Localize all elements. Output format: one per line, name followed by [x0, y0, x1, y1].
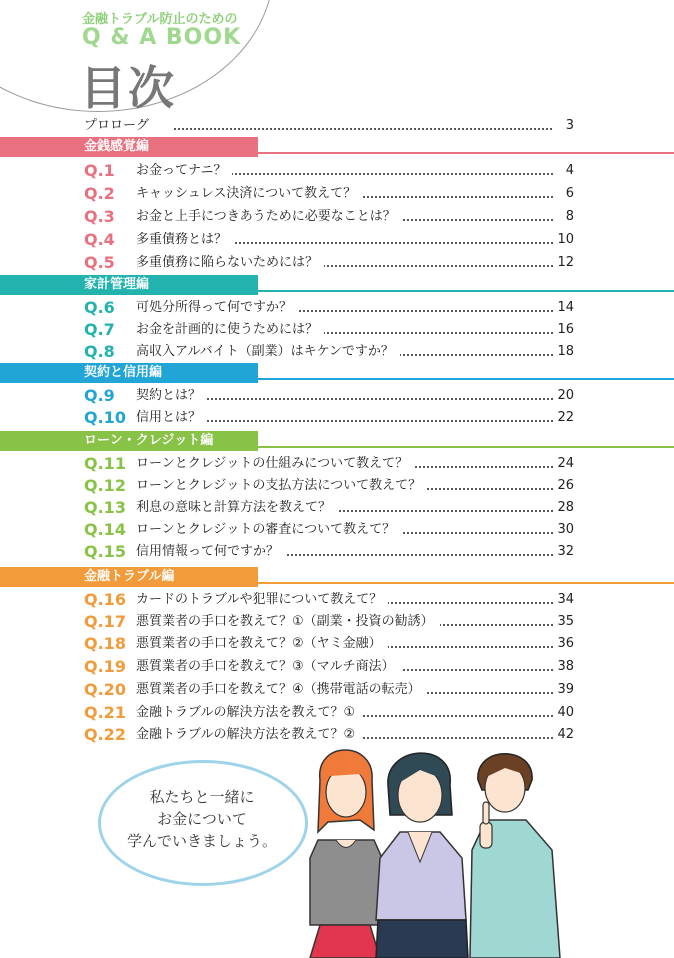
q-number: Q.15 — [84, 542, 126, 561]
toc-row[interactable] — [84, 611, 574, 633]
page-title: 目次 — [80, 61, 176, 115]
title-subtitle: 金融トラブル防止のための — [82, 12, 238, 27]
q-number: Q.20 — [84, 680, 126, 699]
q-number: Q.4 — [84, 230, 115, 249]
toc-title: お金を計画的に使うためには？ — [136, 321, 324, 339]
toc-page: 18 — [554, 343, 574, 361]
toc-row[interactable] — [84, 453, 574, 475]
toc-row[interactable] — [84, 541, 574, 563]
q-number: Q.18 — [84, 634, 126, 653]
toc-row[interactable] — [84, 679, 574, 701]
toc-row[interactable] — [84, 297, 574, 319]
toc-page: 38 — [554, 658, 574, 676]
toc-title: お金と上手につきあうために必要なことは？ — [136, 208, 402, 226]
toc-page: 42 — [554, 726, 574, 744]
toc-page: 3 — [554, 117, 574, 135]
q-number: Q.13 — [84, 498, 126, 517]
boy-brown-hair — [470, 754, 560, 958]
toc-page: 39 — [554, 681, 574, 699]
toc-row[interactable] — [84, 341, 574, 363]
toc-page: 10 — [554, 231, 574, 249]
toc-title: 金融トラブルの解決方法を教えて？② — [136, 726, 361, 744]
q-number: Q.12 — [84, 476, 126, 495]
toc-row-prologue[interactable] — [84, 115, 574, 137]
toc-page: 12 — [554, 254, 574, 272]
toc-title: プロローグ — [84, 117, 155, 135]
toc-page: 24 — [554, 455, 574, 473]
toc-page: 8 — [554, 208, 574, 226]
toc-title: ローンとクレジットの審査について教えて？ — [136, 521, 401, 539]
toc-title: 金融トラブルの解決方法を教えて？① — [136, 704, 361, 722]
toc-row[interactable] — [84, 589, 574, 611]
q-number: Q.2 — [84, 184, 115, 203]
toc-page: 30 — [554, 521, 574, 539]
toc-row[interactable] — [84, 183, 574, 205]
section-header-3: 契約と信用編 — [0, 363, 258, 383]
toc-title: お金ってナニ？ — [136, 162, 232, 180]
toc-row[interactable] — [84, 385, 574, 407]
toc-title: ローンとクレジットの支払方法について教えて？ — [136, 477, 427, 495]
girl-orange-hair — [310, 750, 382, 958]
section-header-4: ローン・クレジット編 — [0, 431, 258, 451]
toc-row[interactable] — [84, 252, 574, 274]
q-number: Q.6 — [84, 298, 115, 317]
characters-illustration — [290, 740, 590, 958]
toc-page: 34 — [554, 591, 574, 609]
toc-row[interactable] — [84, 519, 574, 541]
toc-title: キャッシュレス決済について教えて？ — [136, 185, 362, 203]
toc-title: 契約とは？ — [136, 387, 207, 405]
toc-row[interactable] — [84, 206, 574, 228]
toc-row[interactable] — [84, 229, 574, 251]
toc-title: 可処分所得って何ですか？ — [136, 299, 298, 317]
q-number: Q.7 — [84, 320, 115, 339]
toc-page: 6 — [554, 185, 574, 203]
toc-title: 悪質業者の手口を教えて？③（マルチ商法） — [136, 658, 401, 676]
toc-page: 36 — [554, 635, 574, 653]
toc-title: カードのトラブルや犯罪について教えて？ — [136, 591, 388, 609]
toc-row[interactable] — [84, 160, 574, 182]
toc-page: 16 — [554, 321, 574, 339]
toc-title: 信用情報って何ですか？ — [136, 543, 285, 561]
toc-page: 40 — [554, 704, 574, 722]
q-number: Q.3 — [84, 207, 115, 226]
section-header-5: 金融トラブル編 — [0, 567, 258, 587]
toc-title: 高収入アルバイト（副業）はキケンですか？ — [136, 343, 400, 361]
toc-page: 28 — [554, 499, 574, 517]
bubble-line: 学んでいきましょう。 — [126, 832, 277, 850]
section-header-2: 家計管理編 — [0, 275, 258, 295]
section-header-1: 金銭感覚編 — [0, 137, 258, 157]
q-number: Q.9 — [84, 386, 115, 405]
title-book: Q & A BOOK — [82, 25, 242, 50]
toc-row[interactable] — [84, 407, 574, 429]
toc-title: 利息の意味と計算方法を教えて？ — [136, 499, 337, 517]
q-number: Q.22 — [84, 725, 126, 744]
toc-page: 4 — [554, 162, 574, 180]
speech-bubble-text — [108, 786, 296, 852]
toc-title: 信用とは？ — [136, 409, 207, 427]
toc-row[interactable] — [84, 656, 574, 678]
toc-row[interactable] — [84, 475, 574, 497]
q-number: Q.19 — [84, 657, 126, 676]
toc-page: 14 — [554, 299, 574, 317]
q-number: Q.5 — [84, 253, 115, 272]
toc-title: 悪質業者の手口を教えて？④（携帯電話の転売） — [136, 681, 427, 699]
q-number: Q.11 — [84, 454, 126, 473]
q-number: Q.17 — [84, 612, 126, 631]
q-number: Q.16 — [84, 590, 126, 609]
toc-row[interactable] — [84, 319, 574, 341]
q-number: Q.14 — [84, 520, 126, 539]
girl-dark-hair — [376, 753, 468, 958]
toc-row[interactable] — [84, 633, 574, 655]
toc-title: 悪質業者の手口を教えて？①（副業・投資の勧誘） — [136, 613, 440, 631]
toc-row[interactable] — [84, 497, 574, 519]
toc-page: 20 — [554, 387, 574, 405]
toc-title: ローンとクレジットの仕組みについて教えて？ — [136, 455, 414, 473]
toc-leader — [174, 128, 556, 130]
toc-page: 26 — [554, 477, 574, 495]
toc-page: 22 — [554, 409, 574, 427]
toc-page: 35 — [554, 613, 574, 631]
q-number: Q.8 — [84, 342, 115, 361]
toc-title: 多重債務とは？ — [136, 231, 233, 249]
q-number: Q.10 — [84, 408, 126, 427]
toc-row[interactable] — [84, 702, 574, 724]
q-number: Q.21 — [84, 703, 126, 722]
q-number: Q.1 — [84, 161, 115, 180]
bubble-line: 私たちと一緒に — [149, 788, 255, 806]
toc-title: 多重債務に陥らないためには？ — [136, 254, 324, 272]
toc-title: 悪質業者の手口を教えて？②（ヤミ金融） — [136, 635, 388, 653]
toc-page: 32 — [554, 543, 574, 561]
bubble-line: お金について — [157, 810, 247, 828]
